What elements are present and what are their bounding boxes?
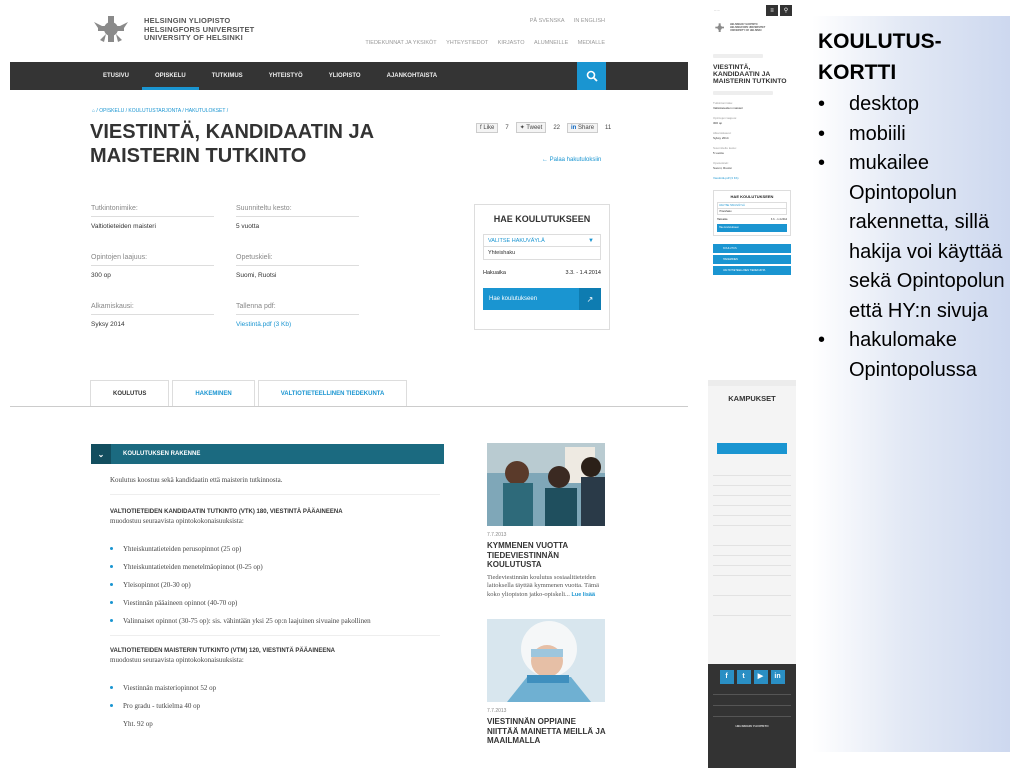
apply-title: HAE KOULUTUKSEEN	[493, 214, 591, 224]
campus-link[interactable]	[713, 560, 791, 566]
students-photo-icon	[487, 443, 605, 526]
campus-heading	[713, 530, 791, 536]
news-date: 7.7.2013	[487, 708, 507, 714]
course-details	[91, 205, 381, 328]
detail-value: 300 op	[91, 272, 111, 279]
lang-link-sv[interactable]: PÅ SVENSKA	[529, 18, 565, 24]
campus-heading	[713, 600, 791, 606]
news-title[interactable]: KYMMENEN VUOTTA TIEDEVIESTINNÄN KOULUTUSTA	[487, 541, 568, 569]
nav-item-opiskelu[interactable]: OPISKELU	[142, 62, 199, 90]
news-image[interactable]	[487, 619, 605, 702]
divider	[110, 635, 440, 642]
menu-icon[interactable]: ≡	[766, 5, 778, 16]
campus-link[interactable]	[713, 520, 791, 526]
logo-line: HELSINGFORS UNIVERSITET	[144, 24, 255, 34]
period-label: Hakuaika	[717, 218, 728, 221]
tab-hakeminen[interactable]: HAKEMINEN	[713, 255, 791, 264]
like-count: 7	[505, 124, 509, 131]
chevron-down-icon: ⌄	[91, 444, 111, 464]
apply-button[interactable]: Hae koulutukseen	[717, 224, 787, 232]
detail-label: Tutkintonimike:	[713, 101, 734, 105]
tab-tiedekunta[interactable]: VALTIOTIETEELLINEN TIEDEKUNTA	[258, 380, 408, 407]
linkedin-icon: in	[571, 124, 577, 131]
tweet-count: 22	[553, 124, 560, 131]
list-item: Viestinnän maisteriopinnot 52 op	[110, 684, 440, 692]
arrow-left-icon: ←	[542, 157, 548, 163]
detail-item	[91, 254, 236, 279]
logo-line: HELSINGFORS UNIVERSITET	[730, 26, 766, 29]
accordion-title: KOULUTUKSEN RAKENNE	[123, 451, 201, 457]
detail-label: Opetuskieli:	[713, 161, 729, 165]
slide-bullet: • desktop	[818, 90, 1010, 120]
breadcrumb-path[interactable]: / OPISKELU / KOULUTUSTARJONTA / HAKUTULOKSET /	[96, 108, 229, 114]
main-nav	[10, 62, 688, 90]
total-credits: Yht. 92 op	[123, 720, 153, 728]
campus-link[interactable]	[713, 480, 791, 486]
news-image[interactable]	[487, 443, 605, 526]
campuses-title: KAMPUKSET	[728, 394, 776, 403]
tab-tiedekunta[interactable]: VALTIOTIETEELLINEN TIEDEKUNTA	[713, 266, 791, 275]
arrow-up-right-icon: ↗	[579, 288, 601, 310]
logo-text	[144, 17, 254, 43]
twitter-icon: ✦	[519, 125, 525, 131]
breadcrumb	[92, 108, 228, 114]
logo-line: UNIVERSITY OF HELSINKI	[144, 33, 243, 43]
nav-item-ajankohtaista[interactable]: AJANKOHTAISTA	[386, 73, 438, 79]
application-route-select[interactable]: VALITSE HAKUVÄYLÄ	[717, 202, 787, 209]
pdf-download-link[interactable]: Viestintä.pdf (3 Kb)	[236, 321, 292, 328]
degree-structure	[110, 476, 440, 728]
tab-hakeminen[interactable]: HAKEMINEN	[172, 380, 254, 407]
util-link[interactable]: TIEDEKUNNAT JA YKSIKÖT	[365, 40, 437, 46]
campus-link[interactable]	[713, 500, 791, 506]
application-route-option[interactable]: Yhteishaku	[717, 209, 787, 215]
back-link-label: Palaa hakutuloksiin	[549, 157, 602, 163]
list-item: Valinnaiset opinnot (30-75 op): sis. vähintään yksi 25 op:n laajuinen sivuaine pakollinen	[110, 617, 440, 625]
news-column	[487, 443, 607, 746]
detail-value: Syksy 2014	[713, 136, 729, 140]
section-title: VALTIOTIETEIDEN MAISTERIN TUTKINTO (VTM) 120, VIESTINTÄ PÄÄAINEENA	[110, 648, 336, 654]
detail-value: Valtiotieteiden maisteri	[91, 223, 156, 230]
logo-line: HELSINGIN YLIOPISTO	[730, 23, 758, 26]
application-route-option[interactable]: Yhteishaku	[483, 247, 601, 260]
nav-item-yhteistyo[interactable]: YHTEISTYÖ	[268, 73, 303, 79]
slide-bullet: • mobiili	[818, 120, 1010, 150]
top-links	[357, 18, 605, 62]
news-date: 7.7.2013	[487, 532, 507, 538]
share-buttons	[476, 122, 611, 133]
youtube-icon[interactable]: ▶	[754, 670, 768, 684]
list-item: Viestinnän pääaineen opinnot (40-70 op)	[110, 599, 440, 607]
social-links	[713, 670, 791, 684]
nav-item-etusivu[interactable]: ETUSIVU	[103, 73, 130, 79]
detail-label: Alkamiskausi:	[713, 131, 732, 135]
period-label: Hakuaika	[483, 270, 506, 276]
tab-bar	[90, 380, 410, 407]
section-subtitle: muodostuu seuraavista opintokokonaisuuksista:	[110, 656, 244, 664]
page-title: VIESTINTÄ, KANDIDAATIN JA MAISTERIN TUTKINTO	[90, 121, 374, 167]
detail-label: Alkamiskausi:	[91, 303, 214, 315]
mobile-header-icons	[766, 5, 792, 16]
search-icon[interactable]: ⚲	[780, 5, 792, 16]
tab-koulutus[interactable]: KOULUTUS	[713, 244, 791, 253]
news-excerpt-text: Tiedeviestinnän koulutus sosiaalitieteiden laitoksella täyttää kymmenen vuotta. Tämä koko yliopiston jatko-opiskeli...	[487, 573, 599, 598]
util-link[interactable]: YHTEYSTIEDOT	[446, 40, 489, 46]
application-period	[717, 218, 787, 221]
footer-link[interactable]	[713, 711, 791, 717]
campus-link[interactable]	[713, 590, 791, 596]
apply-button-label: Hae koulutukseen	[489, 296, 538, 302]
campus-heading	[713, 580, 791, 586]
news-excerpt	[487, 574, 607, 600]
mobile-tab-links	[713, 244, 791, 275]
application-route-select[interactable]	[483, 234, 601, 247]
like-label: Like	[483, 124, 495, 131]
application-period	[483, 270, 601, 276]
slide-bullet: • mukailee Opintopolun rakennetta, sillä hakija voi käyttää sekä Opintopolun että HY:n sivuja	[818, 149, 1010, 326]
slide-heading: KOULUTUS-KORTTI	[818, 30, 942, 84]
campus-link[interactable]	[713, 550, 791, 556]
detail-label: Opetuskieli:	[236, 254, 359, 266]
twitter-icon[interactable]: t	[737, 670, 751, 684]
university-logo[interactable]	[92, 12, 254, 48]
share-count: 11	[605, 124, 612, 131]
tab-divider	[10, 406, 688, 407]
tweet-button[interactable]	[516, 122, 547, 133]
apply-box	[474, 204, 610, 330]
apply-button[interactable]	[483, 288, 601, 310]
detail-value: Syksy 2014	[91, 321, 125, 328]
chevron-down-icon: ▼	[588, 238, 594, 244]
bullet-list	[110, 545, 440, 625]
mobile-breadcrumb[interactable]	[713, 54, 763, 58]
detail-item	[236, 205, 381, 230]
tab-koulutus[interactable]: KOULUTUS	[90, 380, 169, 407]
share-label: Share	[578, 124, 595, 131]
utility-links	[357, 40, 605, 46]
nav-item-tutkimus[interactable]: TUTKIMUS	[211, 73, 243, 79]
intro-text: Koulutus koostuu sekä kandidaatin että maisterin tutkinnosta.	[110, 476, 440, 495]
slide-bullet: • hakulomake Opintopolussa	[818, 326, 1010, 385]
logo-line: UNIVERSITY OF HELSINKI	[730, 29, 762, 32]
campus-link[interactable]	[713, 610, 791, 616]
lang-link-en[interactable]: IN ENGLISH	[573, 18, 605, 24]
logo-line: HELSINGIN YLIOPISTO	[144, 16, 231, 26]
mobile-logo-text	[730, 23, 765, 32]
campus-link[interactable]	[713, 470, 791, 476]
mobile-page-title: VIESTINTÄ, KANDIDAATIN JA MAISTERIN TUTKINTO	[713, 64, 787, 85]
detail-value: Suomi, Ruotsi	[713, 166, 732, 170]
detail-item	[236, 254, 381, 279]
mobile-header	[708, 0, 796, 50]
campuses-intro	[713, 407, 791, 437]
detail-value: 5 vuotta	[236, 223, 260, 230]
read-more-link[interactable]: Lue lisää	[571, 591, 596, 598]
util-link[interactable]: ALUMNEILLE	[534, 40, 569, 46]
search-button[interactable]	[577, 62, 606, 90]
tweet-label: Tweet	[526, 125, 543, 131]
campus-button[interactable]	[717, 443, 787, 454]
detail-label: Suunniteltu kesto:	[236, 205, 359, 217]
facebook-like-button[interactable]	[476, 123, 498, 133]
mobile-content	[708, 50, 796, 380]
logo-mark-icon	[713, 22, 727, 34]
facebook-icon[interactable]: f	[720, 670, 734, 684]
winter-photo-icon	[487, 619, 605, 702]
detail-label: Opintojen laajuus:	[713, 116, 738, 120]
mobile-share-buttons[interactable]	[713, 91, 773, 95]
campus-link[interactable]	[713, 510, 791, 516]
detail-label: Tallenna pdf:	[236, 303, 359, 315]
detail-item	[236, 303, 381, 328]
campus-heading	[713, 460, 791, 466]
detail-value: 300 op	[713, 121, 723, 125]
home-icon[interactable]: ⌂	[92, 108, 96, 114]
logo-mark-icon	[92, 12, 132, 48]
period-value: 3.3. - 1.4.2014	[770, 218, 787, 221]
mobile-apply-box	[713, 190, 791, 236]
mobile-campuses	[708, 386, 796, 664]
detail-label: Suunniteltu kesto:	[713, 146, 737, 150]
mobile-apply-title: HAE KOULUTUKSEEN	[730, 194, 774, 199]
detail-label: Tutkintonimike:	[91, 205, 214, 217]
linkedin-icon[interactable]: in	[771, 670, 785, 684]
detail-value: Suomi, Ruotsi	[236, 272, 277, 279]
search-icon	[586, 70, 598, 82]
detail-item	[91, 205, 236, 230]
section-subtitle: muodostuu seuraavista opintokokonaisuuksista:	[110, 517, 244, 525]
campus-link[interactable]	[713, 490, 791, 496]
select-label: VALITSE HAKUVÄYLÄ	[488, 238, 545, 244]
detail-value: Valtiotieteiden maisteri	[713, 106, 743, 110]
detail-label: Opintojen laajuus:	[91, 254, 214, 266]
detail-value: 5 vuotta	[713, 151, 724, 155]
footer-link[interactable]	[713, 700, 791, 706]
accordion-header[interactable]	[91, 444, 444, 464]
facebook-icon: f	[480, 124, 482, 131]
list-item: Pro gradu - tutkielma 40 op	[110, 702, 440, 710]
footer-university-name: HELSINGIN YLIOPISTO	[735, 724, 769, 728]
footer-link[interactable]	[713, 689, 791, 695]
util-link[interactable]: KIRJASTO	[497, 40, 525, 46]
list-item: Yleisopinnot (20-30 op)	[110, 581, 440, 589]
mobile-footer	[708, 664, 796, 768]
slide-bullets	[818, 90, 1010, 385]
slide-text-panel	[812, 16, 1010, 752]
back-to-results-link[interactable]	[542, 157, 601, 163]
mobile-lang-links[interactable]: — —	[714, 9, 720, 12]
period-value: 3.3. - 1.4.2014	[565, 270, 601, 276]
news-title[interactable]: VIESTINNÄN OPPIAINE NIITTÄÄ MAINETTA MEILLÄ JA MAAILMALLA	[487, 717, 606, 745]
section-title: VALTIOTIETEIDEN KANDIDAATIN TUTKINTO (VTK) 180, VIESTINTÄ PÄÄAINEENA	[110, 509, 343, 515]
pdf-download-link[interactable]: Viestintä.pdf (3 Kb)	[713, 176, 739, 180]
campus-link[interactable]	[713, 570, 791, 576]
detail-item	[91, 303, 236, 328]
util-link[interactable]: MEDIALLE	[577, 40, 605, 46]
campus-link[interactable]	[713, 540, 791, 546]
bullet-list	[110, 684, 440, 710]
list-item: Yhteiskuntatieteiden perusopinnot (25 op)	[110, 545, 440, 553]
nav-item-yliopisto[interactable]: YLIOPISTO	[328, 73, 361, 79]
language-links	[357, 18, 605, 24]
linkedin-share-button[interactable]	[567, 123, 598, 133]
list-item: Yhteiskuntatieteiden menetelmäopinnot (0-25 op)	[110, 563, 440, 571]
